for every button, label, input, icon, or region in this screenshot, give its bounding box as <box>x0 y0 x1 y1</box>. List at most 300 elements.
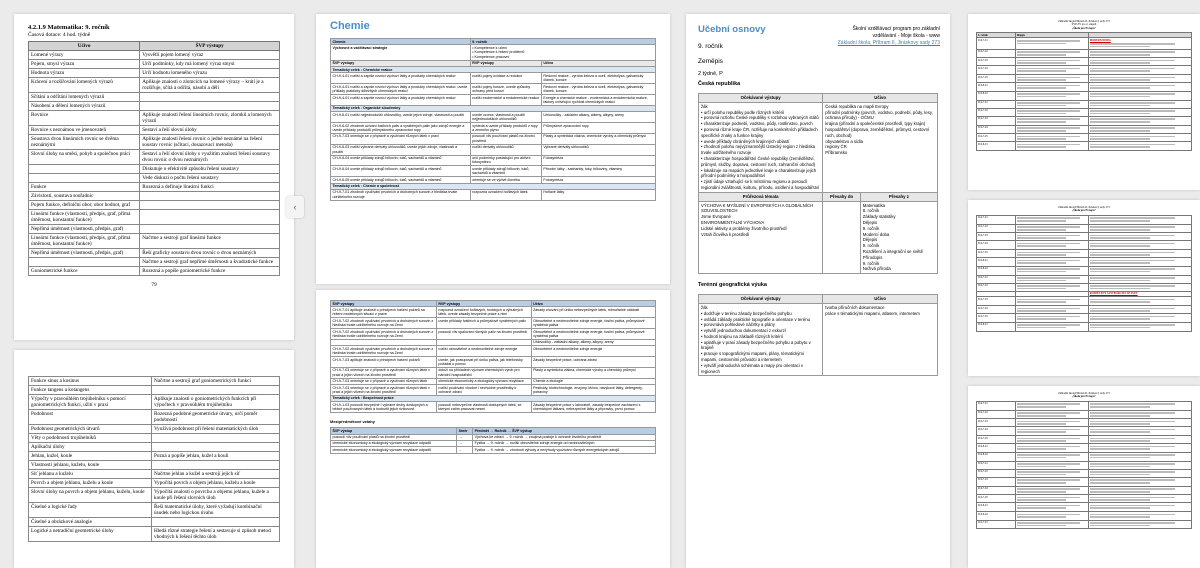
history-table <box>976 215 1192 332</box>
table-row <box>29 267 280 276</box>
header-text: Školní vzdělávací program pro základní <box>852 26 940 32</box>
list-item: regiony ČR <box>825 144 847 150</box>
table-cell: CH-9-7-03 orientuje se v přípravě a využívání různých látek v praxi <box>331 133 471 144</box>
table-row <box>29 452 280 461</box>
table-cell <box>1015 275 1088 283</box>
table-cell: CH-9-7-02 zhodnotí využívání prvotních a druhotných surovin z hlediska trvale udržitelného rozvoje na Zemi <box>331 329 437 340</box>
table-cell: Vlastnosti jehlanu, kuželu, koule <box>29 461 152 470</box>
code-cell: D-9-8-02 <box>977 512 1016 520</box>
table-cell <box>140 102 280 111</box>
table-cell: CH-9-4-01 rozliší a zapíše rovnici výchozí látky a produkty chemických reakcí, uvede příklady prakticky důležitých chemických reakcí <box>331 84 471 95</box>
table-cell <box>1088 58 1191 66</box>
table-cell <box>1088 306 1191 314</box>
list-item: Lidské aktivity a problémy životního prostředí <box>701 225 787 231</box>
table-cell: uvede příklady zdrojů bílkovin, tuků, sacharidů a vitaminů <box>470 166 541 177</box>
table-cell <box>1015 512 1088 520</box>
table-cell: posoudí vliv používání plastů na životní prostředí <box>470 133 541 144</box>
code-cell: D-9-7-04 <box>977 125 1016 133</box>
page-header: „Škola pro Evropu" <box>1071 209 1097 213</box>
table-cell <box>1015 125 1088 133</box>
table-cell: Plasty a syntetická vlákna, chemické výroby a chemický průmysl <box>541 133 655 144</box>
cell: Učivo <box>541 60 655 66</box>
table-row <box>29 192 280 201</box>
table-cell <box>1088 477 1191 486</box>
table-row <box>977 436 1192 444</box>
table-cell <box>1088 452 1191 461</box>
table-cell: Využívá podobnost při řešení matematických úloh <box>151 425 279 434</box>
table-cell: CH-9-4-01 rozliší a zapíše rovnici výchozí látky a produkty chemických reakcí <box>331 73 471 84</box>
table-cell: Aplikuje znalosti řešení rovnic o jedné neznámé na řešení soustav rovnic (sčítací, dosazovací metoda) <box>140 135 280 150</box>
table-cell: CH-9-6-01 rozliší nejjednodušší uhlovodíky, uvede jejich zdroje, vlastnosti a použití <box>331 112 471 123</box>
list-item: • vytváří jednoduchou dokumentaci z exkurzí <box>701 328 820 334</box>
table-cell <box>1088 49 1191 57</box>
school-link[interactable]: Základní škola, Příbram II, Jiráskovy sady 273 <box>837 40 940 46</box>
table-row <box>29 434 280 443</box>
table-cell: Uhlovodíky - základní alkany, alkeny, alkyny, areny <box>531 339 655 345</box>
table-row <box>977 38 1192 49</box>
list-item: tvorba příručních dokumentace <box>825 304 885 310</box>
table-row <box>29 234 280 249</box>
table-row <box>29 386 280 395</box>
table-cell <box>1015 419 1088 427</box>
cell: ŠVP výstupy <box>331 60 471 66</box>
code-cell: D-9-8-01 <box>977 83 1016 91</box>
page-header: Základní škola Příbram II, Jiráskovy sady 273 <box>1058 206 1110 209</box>
table-cell <box>1088 436 1191 444</box>
math-table <box>28 41 280 276</box>
table-row <box>29 377 280 386</box>
table-cell <box>1015 266 1088 275</box>
outputs-cell <box>699 303 823 376</box>
table-row <box>29 410 280 425</box>
outputs-cell <box>699 102 823 192</box>
table-cell <box>1088 469 1191 477</box>
table-cell: Funkce sinus a kosinus <box>29 377 152 386</box>
table-row <box>331 123 656 134</box>
list-item: • Kompetence pracovní <box>472 54 510 59</box>
table-cell <box>1088 250 1191 258</box>
code-cell: D-9-7-02 <box>977 49 1016 57</box>
table-cell <box>1015 116 1088 125</box>
code-cell: D-9-7-02 <box>977 108 1016 116</box>
table-cell <box>1015 38 1088 49</box>
document-page-history-2 <box>968 200 1200 376</box>
list-item: • porovná různé kraje ČR, rozlišuje na konkrétních příkladech specifické znaky a funkce krajiny <box>701 127 820 139</box>
table-cell: chemické ekonomický a ekologický význam recyklace <box>436 378 531 384</box>
col-header: Učivo <box>823 94 938 103</box>
cell: Výchovné a vzdělávací strategie <box>331 45 471 60</box>
table-cell <box>1015 520 1088 528</box>
cell: Učivo <box>531 301 655 307</box>
cell: ŠVP výstup <box>331 428 457 434</box>
table-cell: Vypočítá povrch a objem jehlanu, kuželu a koule <box>151 479 279 488</box>
code-cell: D-9-7-01 <box>977 215 1016 224</box>
table-cell: Pozná a popíše jehlan, kužel a kouli <box>151 452 279 461</box>
table-cell: Jehlan, kužel, koule <box>29 452 152 461</box>
table-row <box>331 84 656 95</box>
geo-table-2 <box>698 294 938 376</box>
list-item: Rozdělení a integrační se světě <box>862 248 923 254</box>
table-cell <box>1088 116 1191 125</box>
table-cell: CH-9-7-03 orientuje se v přípravě a využívání různých látek v praxi a jejich vlivech na životní prostředí <box>331 367 437 378</box>
table-cell <box>1088 215 1191 224</box>
table-cell: Sestaví a řeší slovní úlohy s využitím znalostí řešení soustavy dvou rovnic o dvou neznámých <box>140 150 280 165</box>
table-cell: CH-9-7-03 orientuje se v přípravě a využívání různých látek <box>331 378 437 384</box>
table-row <box>977 116 1192 125</box>
table-cell: CH-9-1-03 posoudí bezpečné i vybrané druhy dostupných a běžně používaných látek a hodnotit jejich rizikovost <box>331 402 437 413</box>
table-row <box>331 73 656 84</box>
col-header: Přesahy do <box>823 192 861 201</box>
page-header: „Škola pro Evropu" <box>1071 26 1097 30</box>
col-header: Učivo <box>823 295 938 304</box>
table-cell: Sestaví a řeší slovní úlohy <box>140 126 280 135</box>
table-cell: doloží na příkladech význam chemických výrob pro národní hospodářství <box>436 367 531 378</box>
table-row <box>977 266 1192 275</box>
table-cell: Řeší graficky soustavu dvou rovnic o dvou neznámých <box>140 249 280 258</box>
table-row <box>29 51 280 60</box>
list-item: práce s tématickými mapami, atlasem, internetem <box>825 310 920 316</box>
table-row <box>977 100 1192 108</box>
table-cell <box>1088 520 1191 528</box>
table-cell <box>140 192 280 201</box>
table-row <box>977 503 1192 512</box>
table-cell <box>151 518 279 527</box>
table-cell <box>151 461 279 470</box>
table-row <box>977 83 1192 91</box>
table-cell <box>1088 91 1191 100</box>
table-cell: Průmyslové zpracování ropy <box>541 123 655 134</box>
table-cell <box>1088 410 1191 418</box>
table-cell <box>29 174 140 183</box>
hours-label: 2 týdně, P <box>698 71 723 77</box>
cell: RVP výstupy <box>436 301 531 307</box>
page-subheading: Časová dotace: 4 hod. týdně <box>28 32 91 38</box>
table-cell: CH-9-6-05 uvede příklady zdrojů bílkovin, tuků, sacharidů a vitaminů <box>331 177 471 183</box>
table-cell: Zásady bezpečné práce v laboratoři, zásady bezpečné zacházení s chemickými látkami, nebezpečné látky a přípravky, první pomoc <box>531 402 655 413</box>
table-row <box>331 385 656 396</box>
table-cell <box>1088 125 1191 133</box>
code-cell: D-9-7-05 <box>977 250 1016 258</box>
table-row <box>977 91 1192 100</box>
table-row <box>977 314 1192 322</box>
table-cell <box>1015 83 1088 91</box>
table-cell <box>1015 477 1088 486</box>
history-table <box>976 401 1192 529</box>
grade-label: 9. ročník <box>698 43 723 50</box>
table-cell <box>1015 215 1088 224</box>
table-cell: Rozezná a definuje lineární funkci <box>140 183 280 192</box>
table-cell <box>151 386 279 395</box>
table-cell: rozliší deriváty uhlovodíků <box>470 144 541 155</box>
chem-table-2 <box>330 300 656 413</box>
list-item: 9. ročník <box>862 260 880 266</box>
table-cell: rozliší obnovitelné a neobnovitelné zdroje energie <box>436 346 531 357</box>
col-header: Očekávané výstupy <box>699 94 823 103</box>
table-cell <box>1015 306 1088 314</box>
learn-cell <box>823 102 938 192</box>
table-cell: posoudí vliv používání plastů na životní prostředí <box>331 434 457 440</box>
code-cell: D-9-7-03 <box>977 58 1016 66</box>
table-row <box>29 102 280 111</box>
table-cell <box>1088 314 1191 322</box>
table-cell: Hodnota výrazu <box>29 69 140 78</box>
table-cell <box>140 201 280 210</box>
table-row <box>331 307 656 318</box>
student-label: žák <box>701 304 708 310</box>
subject-label: Zeměpis <box>698 58 723 65</box>
code-cell: D-9-7-03 <box>977 297 1016 306</box>
code-cell: D-9-7-03 <box>977 477 1016 486</box>
list-item: hospodářství (doprava, zemědělství, průmysl, cestovní ruch, obchod) <box>825 126 930 138</box>
table-cell: Diskutuje o efektivitě způsobu řešení soustavy <box>140 165 280 174</box>
table-row <box>977 512 1192 520</box>
table-row <box>29 461 280 470</box>
table-cell: Vysvětlí pojem lomený výraz <box>140 51 280 60</box>
list-item: • Kompetence k řešení problémů <box>472 50 525 55</box>
table-cell: CH-9-7-03 orientuje se v přípravě a využívání různých látek v praxi a jejich vlivech na životní prostředí <box>331 385 437 396</box>
document-page-math-top <box>14 14 294 340</box>
table-cell: Vede diskuzi o počtu řešení soustavy <box>140 174 280 183</box>
table-cell: CH-9-7-01 aplikuje znalosti o principech hašení požárů na řešení modelových situací z praxe <box>331 307 437 318</box>
table-cell <box>1015 486 1088 494</box>
table-cell: Aplikuje znalosti o goniometrických funkcích při výpočtech v pravoúhlém trojúhelníku <box>151 395 279 410</box>
table-cell: → <box>457 434 473 440</box>
list-item: Přírodopis <box>862 254 883 260</box>
list-item: • určí polohu republiky podle různých kritérií <box>701 110 820 116</box>
table-cell: Sčítání a odčítání lomených výrazů <box>29 93 140 102</box>
table-row <box>331 318 656 329</box>
student-label: žák <box>701 103 708 109</box>
table-cell: Chemie a ekologie <box>531 378 655 384</box>
table-cell <box>1015 495 1088 503</box>
document-page-chemistry-top <box>316 14 670 284</box>
table-row <box>977 461 1192 469</box>
table-cell: → <box>457 440 473 446</box>
table-cell <box>1088 75 1191 83</box>
list-item: obyvatelstvo a sídla <box>825 138 864 144</box>
code-cell: D-9-8-01 <box>977 258 1016 266</box>
table-cell <box>1015 224 1088 232</box>
col-header: ŠVP výstupy <box>140 42 280 51</box>
overlap-cell <box>860 201 937 274</box>
table-cell <box>1015 427 1088 436</box>
table-row <box>977 520 1192 528</box>
highlight-label: MODERNÍ DOBA <box>1089 38 1111 42</box>
table-cell <box>1088 503 1191 512</box>
code-cell: D-9-8-02 <box>977 452 1016 461</box>
table-cell: Redoxní reakce - výroba železa a oceli, elektrolýza, galvanický článek, koroze <box>541 84 655 95</box>
code-cell: D-9-7-01 <box>977 38 1016 49</box>
table-cell <box>1015 108 1088 116</box>
table-row <box>331 155 656 166</box>
code-cell: D-9-7-02 <box>977 224 1016 232</box>
table-cell: chemické ekonomický a ekologický význam recyklace odpadů <box>331 440 457 446</box>
table-cell: Goniometrické funkce <box>29 267 140 276</box>
table-cell: rozliší pojmy oxidace a redukce <box>470 73 541 84</box>
list-item: Matematika <box>862 202 885 208</box>
table-cell: uvede, jak postupovat při úniku paliva, jak telefonicky požádat o pomoc <box>436 357 531 368</box>
table-row <box>977 215 1192 224</box>
table-cell: Násobení a dělení lomených výrazů <box>29 102 140 111</box>
table-cell <box>1015 142 1088 151</box>
topic-label: Tematický celek : Organické sloučeniny <box>331 105 656 111</box>
table-cell <box>1088 108 1191 116</box>
table-cell: Přírodní látky - sacharidy, tuky, bílkoviny, vitaminy <box>541 166 655 177</box>
col-header: Očekávané výstupy <box>699 295 823 304</box>
table-cell: Obnovitelné a neobnovitelné zdroje energie <box>531 346 655 357</box>
code-cell: D-9-7-01 <box>977 520 1016 528</box>
table-row <box>977 306 1192 314</box>
list-item: 9. ročník <box>862 243 880 249</box>
table-cell: Zásady chování při úniku nebezpečných látek, mimořádné události <box>531 307 655 318</box>
table-cell: Logické a netradiční geometrické úlohy <box>29 527 152 542</box>
table-cell: orientuje se ve výživě člověka <box>470 177 541 183</box>
table-row <box>331 189 656 200</box>
code-cell: D-9-8-02 <box>977 91 1016 100</box>
table-cell <box>1088 233 1191 241</box>
table-row <box>977 258 1192 266</box>
table-cell <box>1015 444 1088 452</box>
table-row <box>977 125 1192 133</box>
table-cell: Pesticidy, biotechnologie, enzymy, léčiva, návykové látky, detergenty, potraviny <box>531 385 655 396</box>
code-cell: D-9-7-01 <box>977 401 1016 410</box>
table-cell: CH-9-4-01 rozliší a zapíše rovnici výchozí látky a produkty chemických reakcí <box>331 95 471 106</box>
cell: Předmět → Ročník → ŠVP výstup <box>473 428 656 434</box>
chem-table <box>330 38 656 201</box>
cell <box>823 201 861 274</box>
table-cell: CH-9-6-03 rozliší vybrané deriváty uhlovodíků, uvede jejich zdroje, vlastnosti a použití <box>331 144 471 155</box>
list-item: • zhodnotí polohu nejvýznamnější Ústecký region z hlediska trvale udržitelného rozvoje <box>701 144 820 156</box>
list-item: přírodní podmínky (povrch, vodstvo, podnebí, půdy, lesy, ochrana přírody) - OČMU <box>825 109 933 121</box>
table-cell: Řeší matematické úlohy, které vyžadují kombinační úsudek nebo logickou úvahu <box>151 503 279 518</box>
code-cell: D-9-7-01 <box>977 275 1016 283</box>
table-cell <box>1088 275 1191 283</box>
cell: Chemie <box>331 39 471 45</box>
table-row <box>977 401 1192 410</box>
table-cell <box>1088 266 1191 275</box>
list-item: • charakterizuje podnebí, vodstvo, půdy, rostlinstvo, povrch <box>701 121 820 127</box>
code-cell: D-9-7-05 <box>977 495 1016 503</box>
table-cell: Načrtne a sestrojí graf lineární funkce <box>140 234 280 249</box>
list-item: Jsme Evropané <box>701 214 731 220</box>
table-row <box>977 469 1192 477</box>
table-row <box>331 112 656 123</box>
table-row <box>29 135 280 150</box>
table-row <box>29 60 280 69</box>
code-cell: D-9-7-04 <box>977 241 1016 250</box>
header-text: vzdělávání - Moje škola - www <box>872 33 940 39</box>
table-cell: Rozezná podobné geometrické útvary, určí poměr podobnosti <box>151 410 279 425</box>
table-cell <box>1015 401 1088 410</box>
table-cell <box>1088 134 1191 142</box>
table-row <box>331 329 656 340</box>
code-cell: D-9-7-04 <box>977 306 1016 314</box>
table-cell: CH-9-6-02 zhodnotí užívání fosilních paliv a vyráběných paliv jako zdrojů energie a uvede příklady produktů průmyslového zpracování ropy <box>331 123 471 134</box>
table-row <box>977 224 1192 232</box>
col-header: Učivo <box>29 42 140 51</box>
table-row <box>29 111 280 126</box>
table-cell <box>1015 134 1088 142</box>
topics-cell <box>699 201 823 274</box>
cell: ŠVP výstupy <box>331 301 437 307</box>
table-cell: Načrtne jehlan a kužel a sestrojí jejich síť <box>151 470 279 479</box>
table-cell: Výpočty v pravoúhlém trojúhelníku s pomocí goniometrických funkcí, užití v praxi <box>29 395 152 410</box>
table-row <box>977 275 1192 283</box>
cell: Směr <box>457 428 473 434</box>
list-item: Moderní doba <box>862 231 890 237</box>
table-row <box>29 527 280 542</box>
table-cell: Určí hodnotu lomeného výrazu <box>140 69 280 78</box>
table-cell <box>1088 427 1191 436</box>
prev-page-arrow[interactable]: ‹ <box>286 196 304 218</box>
table-cell: Podobnost <box>29 410 152 425</box>
document-page-math-bottom <box>14 350 294 568</box>
table-cell: Slovní úlohy na povrch a objem jehlanu, kuželu, koule <box>29 488 152 503</box>
table-cell <box>1015 91 1088 100</box>
table-row <box>29 174 280 183</box>
list-item: Dějepis <box>862 219 878 225</box>
table-cell: Soustava dvou lineárních rovnic se dvěma neznámými <box>29 135 140 150</box>
table-cell <box>1015 49 1088 57</box>
table-row <box>977 49 1192 57</box>
list-item: • hodnotí krajinu na základě různých kritérií <box>701 334 820 340</box>
table-cell <box>1088 66 1191 75</box>
table-cell: Plasty a syntetická vlákna, chemické výroby a chemický průmysl <box>531 367 655 378</box>
table-cell <box>1015 258 1088 266</box>
list-item: • lokalizuje na mapách jednotlivé kraje a charakterizuje jejich přírodní podmínky a hospodářství <box>701 168 820 180</box>
table-row <box>29 150 280 165</box>
code-cell: D-9-8-01 <box>977 503 1016 512</box>
table-row <box>29 201 280 210</box>
list-item: • vytváří jednoduchá schémata a mapy pro orientaci v regionech <box>701 363 820 375</box>
table-cell <box>1015 75 1088 83</box>
table-cell: Funkce tangens a kotangens <box>29 386 152 395</box>
page-header: Základní škola Příbram II, Jiráskovy sady 273 <box>1058 20 1110 23</box>
table-row <box>977 322 1192 331</box>
document-page-chemistry-bottom <box>316 290 670 568</box>
highlight-label: ROZDĚLENÝ A INTEGRUJÍCÍ SE SVĚT <box>1088 291 1191 296</box>
table-cell: Číselné a logické řady <box>29 503 152 518</box>
list-item: • Kompetence k učení <box>472 45 508 50</box>
table-row <box>29 488 280 503</box>
table-cell: CH-9-6-04 uvede příklady zdrojů bílkovin, tuků, sacharidů a vitaminů <box>331 155 471 166</box>
table-cell <box>1015 297 1088 306</box>
table-cell: Aplikuje znalosti řešení lineárních rovnic, zlomků a lomených výrazů <box>140 111 280 126</box>
math-table-2 <box>28 376 280 542</box>
table-row <box>331 402 656 413</box>
table-cell: Lineární funkce (vlastnosti, předpis, graf, přímá úměrnost, konstantní funkce) <box>29 210 140 225</box>
code-cell: D-9-7-02 <box>977 283 1016 291</box>
table-cell <box>1088 495 1191 503</box>
table-cell: rozliší pojmy koroze, uvede způsoby ochrany před korozí <box>470 84 541 95</box>
table-cell: posoudí vliv spalování různých paliv na životní prostředí <box>436 329 531 340</box>
table-cell: Rovnice s neznámou ve jmenovateli <box>29 126 140 135</box>
table-cell <box>1088 83 1191 91</box>
table-cell: Síť jehlanu a kuželu <box>29 470 152 479</box>
table-cell: Aplikační úlohy <box>29 443 152 452</box>
table-cell <box>1015 314 1088 322</box>
table-row <box>29 479 280 488</box>
table-cell: Energie a chemické reakce - exotermická a endotermická reakce, faktory ovlivňující rychlost chemických reakcí <box>541 95 655 106</box>
code-cell: D-9-7-01 <box>977 100 1016 108</box>
cell: 9. ročník <box>470 39 655 45</box>
table-cell <box>140 210 280 225</box>
table-row <box>29 395 280 410</box>
table-cell: Hořlavé látky <box>541 189 655 200</box>
code-cell: D-9-7-02 <box>977 410 1016 418</box>
table-cell: CH-9-7-01 zhodnotí využívání prvotních a druhotných surovin z hlediska trvale udržitelného rozvoje <box>331 189 471 200</box>
table-cell <box>1088 241 1191 250</box>
